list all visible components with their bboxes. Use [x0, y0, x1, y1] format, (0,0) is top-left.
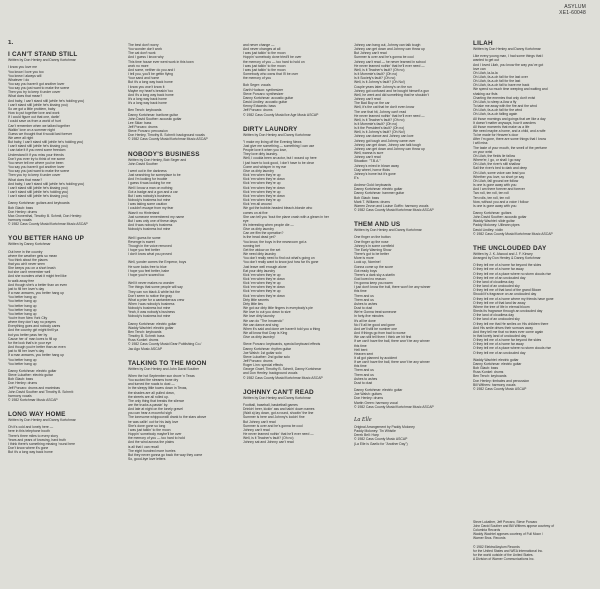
song-block — [473, 40, 569, 236]
song-credit: Written by Don Henley and John David Souther — [128, 366, 200, 371]
song-lyrics: Out here in the country where the weather gets so mean You think about the places that you ain't never seen She keeps you on a short leash but she can't remember well And she wonders what it might feel like to walk away free And though she's a better than an even just to fill her lover's day If a man answers, you better hang up You better hang up You better hang up You better hang up You better hang up You better hang up You're from New York City where they don't say no prayers Everything goes and nobody cares And the country girl might thrill ya but you better pass her by Cause her ol' man loves to fill up for the look that's in your eye And though you're better than an even just to fill her lover's day If a man answers, you better hang up You better hang up You better hang up — [8, 249, 68, 366]
song-personnel: Ben Tench: keyboards Danny Kortchmar: baritone guitar John David Souther: acoustic guitar Lee Sklar: bass Jeff Porcaro: drums Steve Porcaro: percussion Don Henley, Timothy B. Schmit: background vocals © 1982 Cass County Music/Kortchmar Music ASCAP — [128, 108, 208, 142]
song-block — [8, 411, 94, 454]
la-elle-title: La Elle — [354, 416, 372, 423]
label-name: ASYLUM — [564, 4, 586, 10]
song-title: THE UNCLOUDED DAY — [473, 244, 547, 252]
song-credit: Written by Don Henley and Danny Kortchmar — [8, 58, 76, 63]
song-personnel: Andrew Gold: keyboards Danny Kortchmar: electric guitar Danny Kortchmar: hammer guitar Bob Glaub: bass Mark T. Williams: drums Warren Zevon and Louise Goffin: harmony vocals © 1982 Cass County Music/Kortchmar Music ASCAP — [354, 183, 434, 213]
song-block — [243, 389, 329, 445]
song-credit: Written by Don Henley and Danny Kortchmar — [243, 132, 311, 137]
song-credit: Written by Don Henley, Bob Seger and John David Souther — [128, 157, 187, 166]
song-block — [473, 245, 569, 391]
song-title: TALKING TO THE MOON — [128, 359, 207, 367]
song-lyrics: One finger on the button One finger up the nose Johnny's in some cornfield The Early Warning Show There's got to be better More is more Look up, Nomine! Gonna come up the score Got ready boys There's a dark sky a-startin God loved no reason I'm gonna keep you warm I just don't know the bull, there won't be any winner this time Them and us Them and us Ashes to ashes Dust to dust We're Gonna treat someone In forty-five minutes It's all be done No I'll all be good and gone And we'll still be number one And if things go from bad to worse We can still tell them I think we hit first If we can't have the ball, there won't be any winner this time Hell bent Heaven sent It all got planned by accident If we can't have the ball, there won't be any winner this time Them and us Them and us Ashes to ashes Dust to dust — [354, 235, 431, 385]
song-lyrics: When the hot September sun drove 'n Texas You sucked the streams bone dry and turned the roads to dust — In the sleepy little towns down in Texas, the shades are all pulled down, the streets are all rolled up. The only thing that breaks the silence are the trucks a-passin' by. And late at night on the lonely gravel you can hear a mournful sigh The lonesome whippoorwill drank to the stars above he was callin' out for his lady love She's done gone so long I was just talkin' to the moon Hoppin' somebody maybe'll be over the memory of you — too hard to hold And the wind across the plains is all that I can recall The eight hundred more hurries But they never gonna go back the way they come So, good-bye love letters — [128, 373, 207, 462]
song-lyrics: Like every young man, I had some things that I wanted to get out And I loved Lilah, you know the way you've got love can Oh Lilah, la-la-la Oh Lilah, fa-a-oh fall for the last over Oh Lilah, fa-a-oh fall for the last Oh Lilah, fa-a-oh fall to have me back We spend so much time weeping and waiting and shaking our fists Charting the enemies that only don't exist Oh Lilah, to sleep a-llow a fly To take me away with the fire and the wind Oh Lilah, fa-a-oh fall for the wind Oh Lilah, fa-a-oh falling again All those mornings and goings that we like a day It doesn't matter anyways, how it wanders All those moments that make us a life We need maybe a home, and a child, and a wife To be made for Heaven's door After I'm gone, there are some things that I know I will miss The taste of your mouth, the smell of the perfume on your wrist Oh Lilah, the fields lie fallow Where'er, I go, or shall I go way Oh Lilah, the river's still shallow Sail the river's bed to dark and deep Oh Lilah, some voice can lead you Whether you love, so short ye say Oh Lilah, fall ground we follow Is one is gone away with you And I am there forever and forever Two roll, ten roll, ten roll Ten rolls, ten roll, ten roll Now, without you and a voice I follow Is one is gone away with you — [473, 54, 548, 208]
side-label: 1. — [8, 40, 14, 46]
song-title: I CAN'T STAND STILL — [8, 51, 78, 59]
catalog-block — [559, 4, 586, 16]
song-lyrics: O they tell me of a home far beyond the skies O they tell me of a home far away O they tell me of a place where no storm clouds rise O they tell me of an unclouded day O the land of cloudless day O the land of an unclouded sky O they tell me of that land of the grand Bloom Should it's fragrance on an unclouded day O they tell me of a home where my friends have gone O they tell me of that land far away Where the tree of life in eternal bloom Sheds its fragrance through an unclouded day O the land of cloudless day O the land of an unclouded sky O they tell me that He smiles on His children there And His smile drives their sorrows away And they tell me that no tears ever come again In that lovely land of unclouded day O they tell me of a home far beyond the skies O they tell me of a home far away O they tell me of a place where no storm clouds rise O they tell me of an unclouded day — [473, 263, 554, 355]
song-block — [128, 151, 214, 351]
song-credit: Written by J. K. Alwood and J. F. Kinsey Arranged by Don Henley & Danny Kortchmar — [473, 251, 541, 261]
column-1 — [8, 40, 94, 463]
song-block — [243, 126, 329, 380]
song-personnel: Steve Porcaro: keyboards, special keyboard effects Danny Kortchmar: rhythm guitar Joe Walsh: 1st guitar solo Steve Lukather: 2nd guitar solo Jeff Porcaro: drums Roger Linn: special effects George Graef, Timothy B. Schmit, Danny Kortchmar and Don Henley: background vocals © 1982 Cass County Music/Kortchmar Music ASCAP — [243, 342, 323, 380]
column-5 — [473, 40, 569, 400]
song-lyrics: Football, baseball, basketball games Drinkin' beer, kickin' ass and takin' down names (Wait a) lay down, got a round, shootin' the line Summer is here and Johnny's lookin' fine But Johnny can't read Summer is over and he's gonna be cool Johnny can't read He never learned nothin' that he'll ever need — Well, is it Teacher's fault? (Oh no) Johnny sat and Johnny can't read — [243, 402, 315, 445]
song-block — [243, 43, 329, 117]
song-title: LILAH — [473, 40, 493, 47]
song-personnel: Danny Kortchmar: electric guitar Waddy Wachtel: electric guitar Ben Tench: keyboards Timothy B. Schmit: bass Russ Kunkel: drums © 1982 Cass County Music/Gear Publishing Co./ Jac Ago Music ASCAP — [128, 321, 202, 351]
song-title: LONG WAY HOME — [8, 411, 66, 419]
song-lyrics: and never change — And never changes at all I was just talkin' to the moon Hoppin' somebody done tried'll be over the memory of you — too hard to hold on I was just talkin' to the moon I was just talkin' to the moon Somebody who owns that I'll be over the memory of you — [243, 43, 305, 81]
song-personnel: Waddy Wachtel: electric guitar Danny Kortchmar: electric guitar Bob Glaub: bass Russ Kunkel: drums Ben Tench: keyboards Don Henley: timbales and percussion Bill Withers: harmony vocals © 1982 Cass County Music ASCAP — [473, 357, 530, 391]
song-personnel: Original Arrangement by Paddy Moloney Paddy Moloney: Tin Whistle Derek Bell: Harp © 1982 Cass County Music ASCAP (La Elle is Gaelic for "Another Day") — [354, 425, 415, 446]
song-credit: Written by Don Henley and Danny Kortchmar — [354, 228, 422, 233]
song-title: YOU BETTER HANG UP — [8, 235, 85, 243]
song-credit: Written by Danny Kortchmar — [8, 242, 51, 247]
song-lyrics: The best don't worry You wonder don't work The cat don't work And I guess I know why This time house ever went work in this town work no more And some, neither do you and I I tell you, you'll be gettin flying Your sand and home But it's a long way back home I know you won't know it Maybe my heart's breakin' too And it's a long way back home It's a long way back home It's a long way back home — [128, 43, 194, 106]
song-lyrics: I went out in the darkness Just searching for someplace to be And I'm looking for trouble I guess it was looking for me Well I know a man on nothing Got a badge and a gun and a car But I was nobody's business Nobody's business but mine I was taking some caution I couldn't escape from my fear Wasn't no Hinterland Just someone remembered my name But I was only one of these days And it was nobody's business Nobody's business but mine Well I guess for some Revenge is sweet Though in the voice removed I hope you feel better I don't know what you proved Well, yonder comes the Emperor, boys He sure looks free to blue I hope you feel better, babe I hope you're scared too Well it never makes no wonder The things that some people will say They can run black & white but the Don't seem to notice the gray What a prize for a cantankerous crew When I was nobody's business Nobody's business but mine Yeah, it was nobody's business Nobody's business but mine — [128, 169, 187, 319]
column-3 — [243, 40, 329, 454]
song-lyrics: I know you love me You know I love you too You knew I always will Whatever I do You say you haven't got another lover You say you just want to make the scene Then you try to keep it under cover What does that mean? And baby, I can't stand still (while he's holding you) I can't stand still (while he's kissing you) So we got a little problem, baby How to put together love and work If I could figure out that one, darlin' I could save us from a world of hurt Can't remember when we talked together Walkin' love on a summer night Guess we thought that it would last forever We were all right But baby, I can't stand still (while he's holding you) I can't stand still (while he's kissing you) I can take it if you need some freedom Understand it if you miss your friends Don't you ever try to think of me some You never tell me where you've been You say you haven't got another lover You say you just want to make the scene Then you try to keep it under cover What does that mean? And baby, I can't stand still (while he's holding you) I can't stand still (while he's kissing you) I can't stand still (while he's holding you) I can't stand still (while he's kissing you) — [8, 65, 85, 199]
song-block — [354, 221, 440, 409]
song-title: DIRTY LAUNDRY — [243, 125, 298, 133]
song-personnel: Danny Kortchmar: guitars John David Souther: acoustic guitar Waddy Wachtel: slide guitar Paddy Moloney: Uilleann pipes David Lindley: violin © 1982 Cass County Music/Kortchmar Music ASCAP — [473, 210, 553, 236]
song-block — [128, 360, 214, 461]
song-block — [8, 235, 94, 402]
song-personnel: Danny Kortchmar: electric guitar Steve Lukather: electric guitar Bob Glaub: bass Don Henley: drums Jeff Porcaro: drums and marimbas John David Souther and Timothy B. Schmit: harmony vocals © 1982 Kortchmar Music ASCAP — [8, 368, 74, 402]
song-credit: Written by Don Henley and Danny Kortchmar — [8, 418, 76, 423]
copyright-footer: Steve Lukather, Jeff Porcaro, Steve Porcaro John David Souther and Bill Withers appear courtesy of Columbia Records Waddy Wachtel appears courtesy of Full Moon / Warner Bros. Records © 1982 Elektra/Asylum Records for the United States and WEA International Inc. for the world outside of the United States. A Division of Warner Communications Inc. — [473, 520, 554, 561]
song-block — [354, 418, 440, 446]
song-personnel: Bob Seger: vocals Garth Hudson: synthesizer Steve Porcaro: synthesizer Danny Kortchmar: acoustic guitar David Lindley: acoustic guitar Kenny Edwards: bass Jeff Porcaro: drums © 1982 Cass County Music/Ice Age Music ASCAP — [243, 83, 319, 117]
song-title: NOBODY'S BUSINESS — [128, 150, 200, 158]
song-block — [128, 43, 214, 142]
column-4 — [354, 40, 440, 455]
song-title: THEM AND US — [354, 221, 401, 229]
song-block — [354, 43, 440, 212]
song-personnel: Danny Kortchmar: electric guitar Joe Walsh: guitars Don Henley: drums Martin Green: harmony vocal © 1982 Cass County Music/Kortchmar Music ASCAP — [354, 388, 434, 409]
song-personnel: Danny Kortchmar: guitars and keyboards Bob Glaub: bass Don Henley: drums Max Gronenthal, Timothy B. Schmit, Don Henley: harmony vocals © 1982 Cass County Music/Kortchmar Music ASCAP — [8, 201, 88, 227]
song-credit: Written by Don Henley and Danny Kortchmar — [473, 47, 541, 51]
catalog-number: XE1-60048 — [559, 10, 586, 16]
song-lyrics: Johnny can hang out, Johnny can talk tough Johnny can get down and Johnny can throw up But Johnny can't read Summer is over and he's gonna be cool Johnny can't read — he never learned in school He never learned nothin' that he'll ever need — Well, is it Teacher's fault? (Oh no) Is it Mommie's fault? (Oh no) Is it Society's fault? (Oh no) Well, is it Johnny's fault? (Oh No!) Couple years later Johnny's on the run Johnny got confused and he bought himself a gun Well, he went and did something that he shouldn't Johnny can't read The Bad Boy on the car Well, it's the cat that he don't even know The one that hit, Johnny can't read He never learned nothin' that he'll ever need — Well, is it Teacher's fault? (Oh no) Is it Mommie's fault? (Oh no) Is it the President's fault? (Oh no) Well, is it Johnny's fault? (Oh No!) Johnny can dance and Johnny can love Johnny got tough and Johnny came over Johnny can get down, Johnny can talk tough Johnny can get down and Johnny can throw up Well, wanna is sure Johnny can't read Situation: "T.B.A." Johnny's mired in blown away Clay wheel, horror flicks Johnny's home but it's gone E's — [354, 43, 430, 180]
song-title: JOHNNY CAN'T READ — [243, 388, 314, 396]
song-block — [8, 51, 94, 226]
column-2 — [128, 40, 214, 470]
song-lyrics: "I make my living off the Evening News Just give me something — something I can use People love it when you lose, They love dirty laundry. Well, I coulda been an actor, but I wound up here I just have to look good, I don't have to be clear Come and whisper in my ear Give us dirty laundry Kick 'em when they're up Kick 'em when they're down Kick 'em when they're up Kick 'em when they're down Kick 'em when they're up Kick 'em when they're down Kick 'em when they're up Kick 'em all around We got the bubble-headed bleach-blonde who comes on at five She can tell you 'bout the plane crash with a gleam in her eye It's interesting when people die — Give us dirty laundry Can we film the operation? Is the head dead yet? You know, the boys in the newsroom got a running bet Get the widow on the set We need dirty laundry You don't really need to find out what's going on You don't really want to know just how far it's gone Just leave well enough alone Eat your dirty laundry Kick 'em when they're up Kick 'em when they're down Kick 'em when they're up Kick 'em when they're down Kick 'em when they're up Kick 'em when they're down Dirty little secrets Dirty little lies We got our dirty little fingers in everybody's pie We love to cut you down to size We love dirty laundry We can do "The Innuendo" We can dance and sing When it's said and done we haven't told you a thing We all know that Crap is King Give us dirty laundry! — [243, 139, 329, 340]
song-credit: Written by Don Henley and Danny Kortchmar — [243, 395, 311, 400]
song-lyrics: Oh it's cold and lonely here — here in this telephone booth There's three miles to every story Years and years of knowing, hard truth I think there's something missing 'round here Don't know where it's gone But it's a long way back home — [8, 425, 76, 455]
